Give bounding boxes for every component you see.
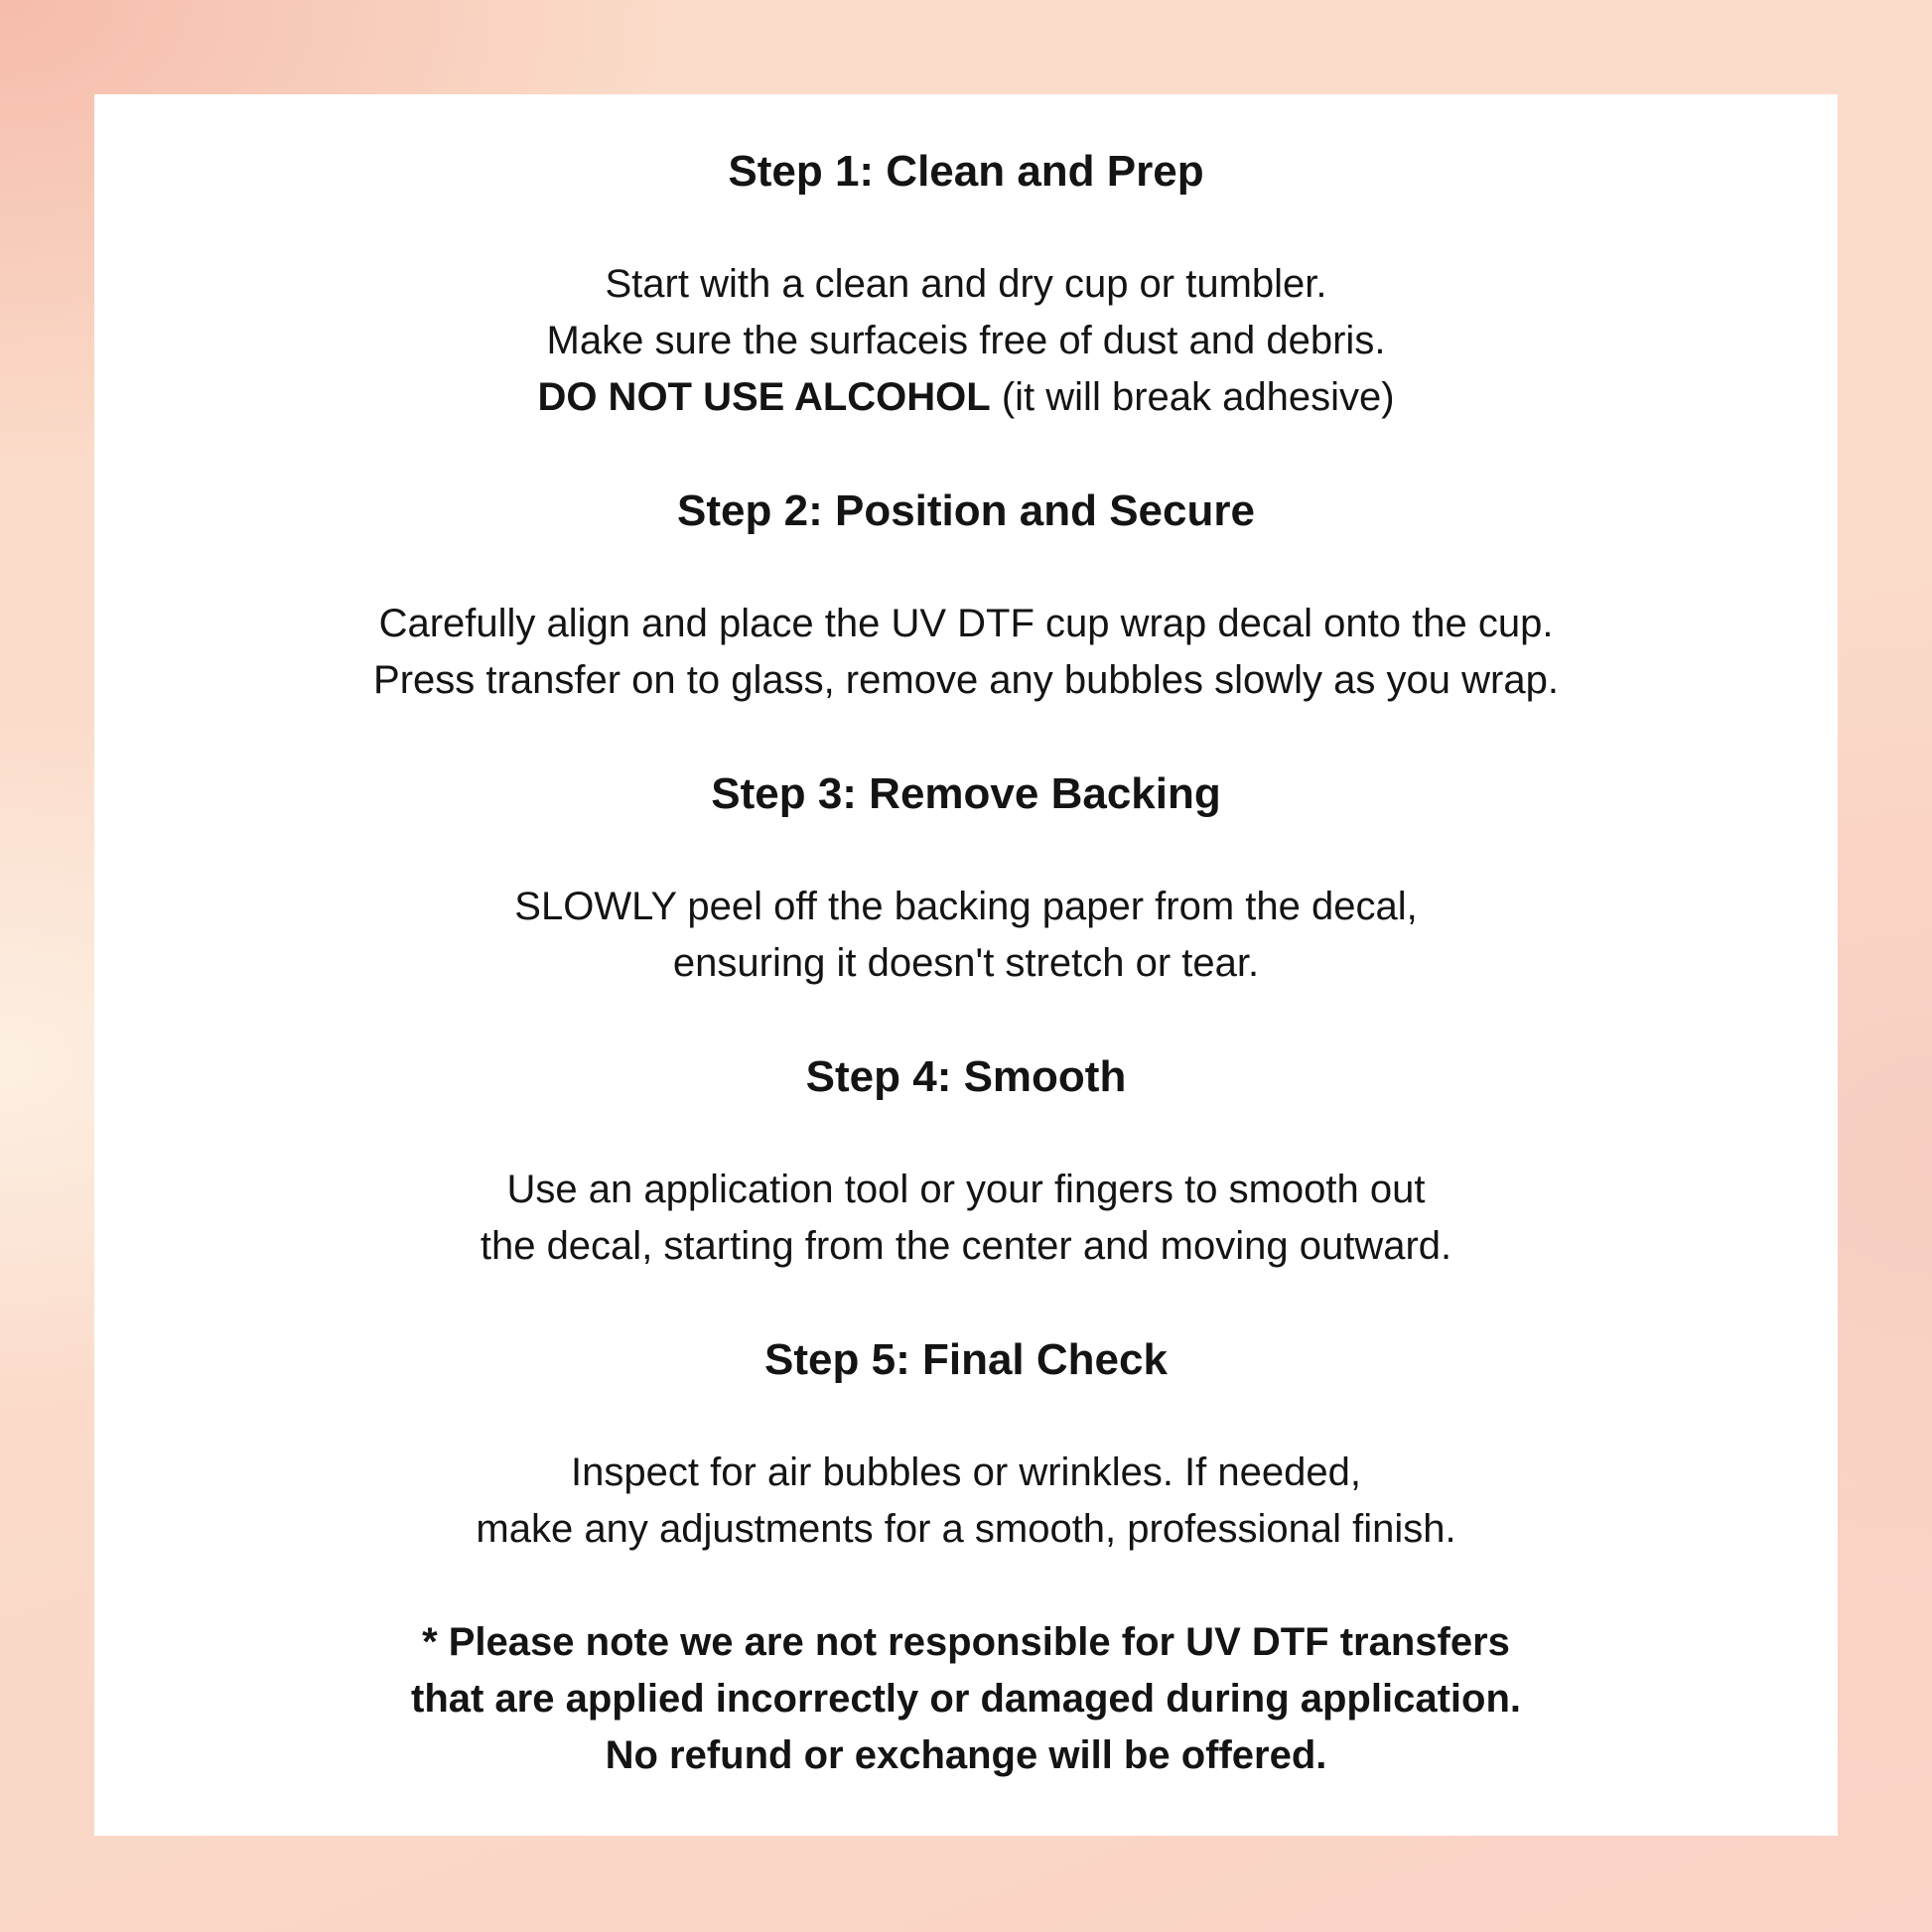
step-section-5: [154, 1331, 1778, 1558]
step-section-1: [154, 143, 1778, 426]
step-1-line-1: Start with a clean and dry cup or tumbler.: [605, 262, 1327, 306]
step-3-title: Step 3: Remove Backing: [711, 769, 1221, 818]
footnote-line-1: * Please note we are not responsible for UV DTF transfers: [422, 1620, 1510, 1664]
step-4-line-2: the decal, starting from the center and moving outward.: [480, 1224, 1452, 1268]
step-4-title: Step 4: Smooth: [805, 1052, 1127, 1101]
step-section-3: [154, 765, 1778, 992]
step-1-line-3: [154, 369, 1778, 426]
disclaimer-footnote: [154, 1614, 1778, 1784]
step-1-line-2: Make sure the surfaceis free of dust and debris.: [546, 319, 1386, 362]
step-2-title: Step 2: Position and Secure: [677, 486, 1255, 535]
step-3-line-1: SLOWLY peel off the backing paper from the decal,: [514, 885, 1418, 928]
footnote-line-2: that are applied incorrectly or damaged during application.: [411, 1677, 1521, 1721]
footnote-line-3: No refund or exchange will be offered.: [605, 1733, 1327, 1777]
step-section-4: [154, 1048, 1778, 1275]
step-5-title: Step 5: Final Check: [764, 1335, 1168, 1384]
step-section-2: [154, 483, 1778, 709]
instruction-card: [94, 94, 1838, 1836]
step-5-line-2: make any adjustments for a smooth, professional finish.: [476, 1507, 1456, 1551]
alcohol-warning-bold: DO NOT USE ALCOHOL: [537, 375, 991, 419]
step-5-line-1: Inspect for air bubbles or wrinkles. If needed,: [571, 1450, 1361, 1494]
step-1-title: Step 1: Clean and Prep: [728, 147, 1204, 196]
step-4-line-1: Use an application tool or your fingers to smooth out: [506, 1168, 1426, 1211]
step-2-line-2: Press transfer on to glass, remove any bubbles slowly as you wrap.: [373, 658, 1559, 702]
step-2-line-1: Carefully align and place the UV DTF cup wrap decal onto the cup.: [378, 602, 1554, 645]
alcohol-warning-rest: (it will break adhesive): [990, 375, 1395, 419]
step-3-line-2: ensuring it doesn't stretch or tear.: [672, 941, 1260, 985]
